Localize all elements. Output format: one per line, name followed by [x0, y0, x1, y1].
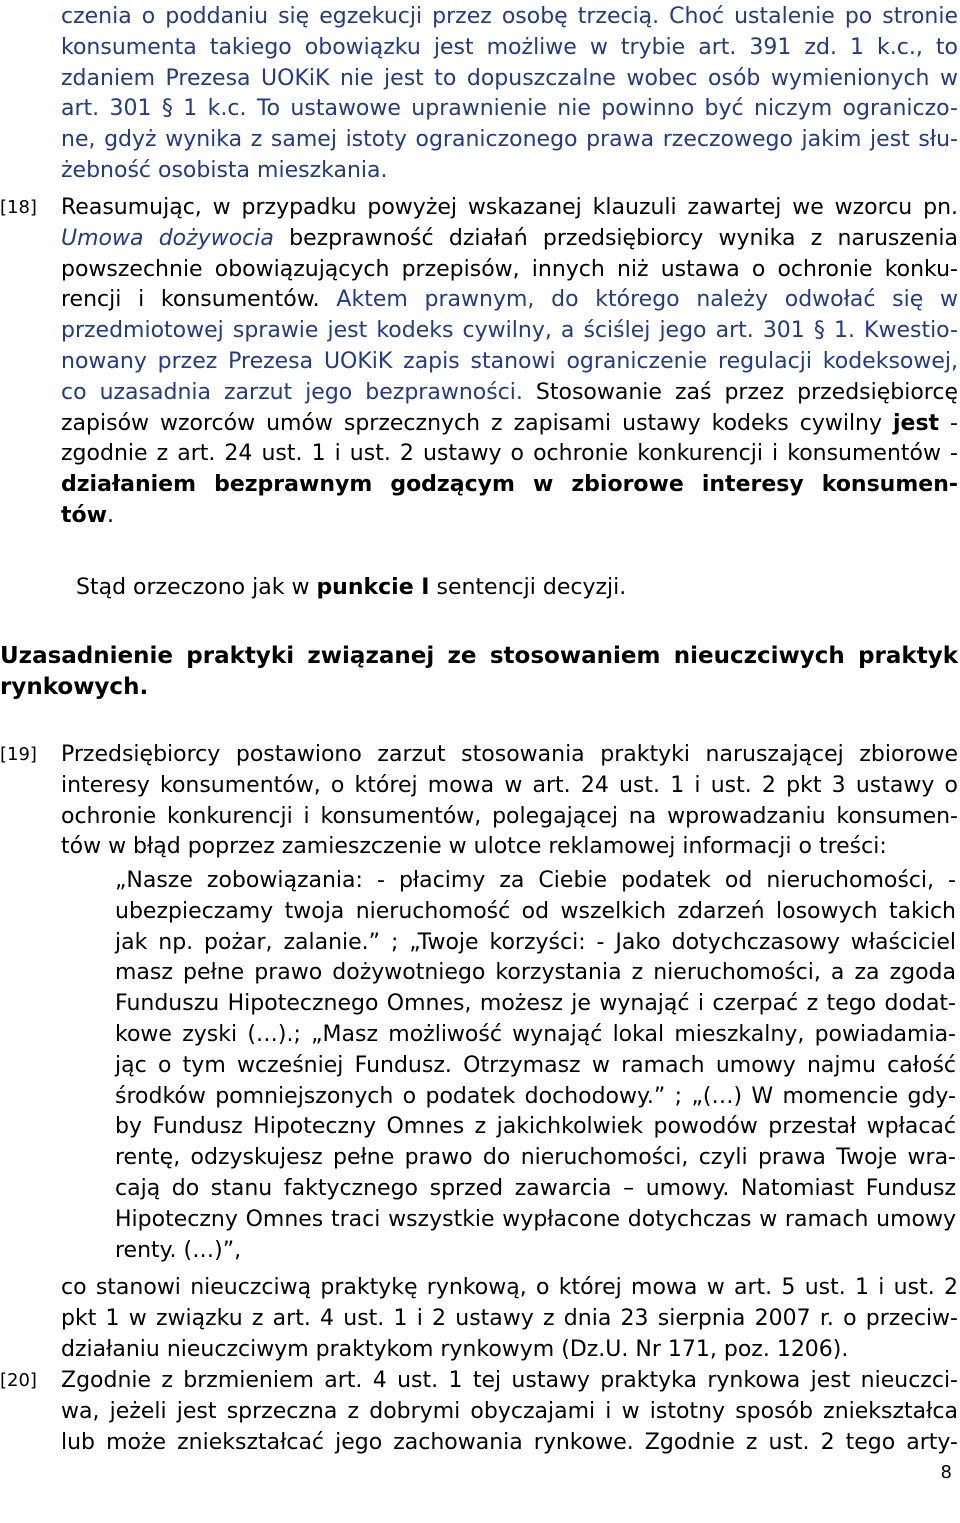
text-line: Reasumując, w przypadku powyżej wskazanej klauzuli zawartej we wzorcu pn. — [61, 195, 958, 220]
text-line: interesy konsumentów, o której mowa w art. 24 ust. 1 i ust. 2 pkt 3 ustawy o — [61, 772, 958, 798]
paragraph-18 — [61, 193, 958, 532]
text-span: Aktem prawnym, do którego należy odwołać się w — [319, 287, 959, 313]
text-line: działaniem bezprawnym godzącym w zbiorowe interesy konsumen- — [61, 472, 958, 498]
text-span: tów — [61, 502, 107, 528]
text-span: To ustawowe uprawnienie nie powinno być niczym ograniczo- — [246, 96, 958, 122]
text-line: żebność osobista mieszkania. — [61, 157, 388, 183]
text-line: konsumenta takiego obowiązku jest możliwe w trybie art. 391 zd. 1 k.c., to — [61, 34, 958, 60]
quote-line: rentę, odzyskujesz pełne prawo do nieruchomości, czyli prawa Twoje wra- — [115, 1145, 956, 1171]
page-number: 8 — [940, 1462, 952, 1483]
text-span: co uzasadnia zarzut jego bezprawności. — [61, 379, 523, 405]
text-span: Stosowanie zaś przez przedsiębiorcę — [522, 379, 958, 405]
text-line — [61, 409, 958, 440]
text-span: sentencji decyzji. — [429, 575, 627, 600]
text-line — [61, 285, 958, 316]
text-span: Stąd orzeczono jak w — [76, 575, 317, 600]
quote-line: kowe zyski (…).; „Masz możliwość wynająć lokal mieszkalny, powiadamia- — [115, 1021, 956, 1047]
quote-line: cają do stanu faktycznego sprzed zawarcia – umowy. Natomiast Fundusz — [115, 1175, 956, 1201]
paragraph-20 — [61, 1366, 958, 1458]
text-line: ochronie konkurencji i konsumentów, polegającej na wprowadzaniu konsumen- — [61, 803, 958, 829]
text-span: punkcie I — [316, 575, 430, 600]
text-line: tów w błąd poprzez zamieszczenie w ulotce reklamowej informacji o treści: — [61, 834, 887, 860]
heading-line: rynkowych. — [0, 673, 149, 700]
text-line: czenia o poddaniu się egzekucji przez osobę trzecią. Choć ustalenie po stronie — [61, 4, 958, 29]
text-line — [61, 224, 958, 255]
paragraph-continuation — [61, 2, 958, 187]
text-span: . — [106, 502, 114, 528]
text-line: co stanowi nieuczciwą praktykę rynkową, o której mowa w art. 5 ust. 1 i ust. 2 — [61, 1275, 958, 1300]
text-span: Umowa dożywocia — [61, 225, 274, 251]
quote-line: by Fundusz Hipoteczny Omnes z jakichkolwiek powodów przestał wpłacać — [115, 1114, 956, 1140]
quote-line: jak np. pożar, zalanie.” ; „Twoje korzyści: - Jako dotychczasowy właściciel — [115, 929, 956, 955]
text-line: pkt 1 w związku z art. 4 ust. 1 i 2 ustawy z dnia 23 sierpnia 2007 r. o przeciw- — [61, 1305, 958, 1331]
quote-line: „Nasze zobowiązania: - płacimy za Ciebie podatek od nieruchomości, - — [115, 868, 956, 893]
text-span: - — [939, 410, 958, 436]
paragraph-number: [19] — [0, 744, 37, 765]
text-line: zdaniem Prezesa UOKiK nie jest to dopuszczalne wobec osób wymienionych w — [61, 65, 958, 91]
text-line: ne, gdyż wynika z samej istoty ograniczonego prawa rzeczowego jakim jest słu- — [61, 127, 958, 153]
conclusion-line — [76, 573, 936, 604]
section-heading — [0, 641, 958, 703]
text-line — [61, 94, 958, 125]
text-line: powszechnie obowiązujących przepisów, innych niż ustawa o ochronie konku- — [61, 256, 958, 282]
text-span: bezprawność działań przedsiębiorcy wynika z naruszenia — [273, 225, 958, 251]
text-line: lub może zniekształcać jego zachowania rynkowe. Zgodnie z ust. 2 tego arty- — [61, 1429, 958, 1455]
block-quote — [115, 866, 956, 1266]
text-span: art. 301 § 1 k.c. — [61, 96, 247, 122]
quote-line: środków pomniejszonych o podatek dochodowy.” ; „(…) W momencie gdy- — [115, 1083, 956, 1109]
text-span: jest — [893, 410, 940, 436]
paragraph-19 — [61, 740, 958, 863]
quote-line: ubezpieczamy twoja nieruchomość od wszelkich zdarzeń losowych takich — [115, 898, 956, 924]
text-line — [61, 378, 958, 409]
text-line: wa, jeżeli jest sprzeczna z dobrymi obyczajami i w istotny sposób zniekształca — [61, 1398, 958, 1424]
text-span: rencji i konsumentów. — [61, 287, 320, 313]
quote-line: masz pełne prawo dożywotniego korzystania z nieruchomości, a za zgoda — [115, 960, 956, 986]
quote-line: Hipoteczny Omnes traci wszystkie wypłacone dotychczas w ramach umowy — [115, 1206, 956, 1232]
text-span: zapisów wzorców umów sprzecznych z zapisami ustawy kodeks cywilny — [61, 410, 893, 436]
paragraph-number: [20] — [0, 1370, 37, 1391]
text-line — [76, 573, 936, 604]
quote-line: Funduszu Hipotecznego Omnes, możesz je wynająć i czerpać z tego dodat- — [115, 991, 956, 1017]
text-line: zgodnie z art. 24 ust. 1 i ust. 2 ustawy o ochronie konkurencji i konsumentów - — [61, 441, 958, 467]
quote-line: renty. (…)”, — [115, 1237, 242, 1263]
text-line: Zgodnie z brzmieniem art. 4 ust. 1 tej ustawy praktyka rynkowa jest nieuczci- — [61, 1368, 958, 1393]
text-line: Przedsiębiorcy postawiono zarzut stosowania praktyki naruszającej zbiorowe — [61, 742, 958, 767]
heading-line: Uzasadnienie praktyki związanej ze stosowaniem nieuczciwych praktyk — [0, 643, 958, 669]
text-line: nowany przez Prezesa UOKiK zapis stanowi ograniczenie regulacji kodeksowej, — [61, 348, 958, 374]
text-line: przedmiotowej sprawie jest kodeks cywilny, a ściślej jego art. 301 § 1. Kwestio- — [61, 318, 958, 344]
quote-line: jąc o tym wcześniej Fundusz. Otrzymasz w ramach umowy najmu całość — [115, 1052, 956, 1078]
paragraph-19-end — [61, 1273, 958, 1365]
text-line: działaniu nieuczciwym praktykom rynkowym (Dz.U. Nr 171, poz. 1206). — [61, 1336, 849, 1362]
paragraph-number: [18] — [0, 197, 37, 218]
text-line — [61, 501, 958, 532]
